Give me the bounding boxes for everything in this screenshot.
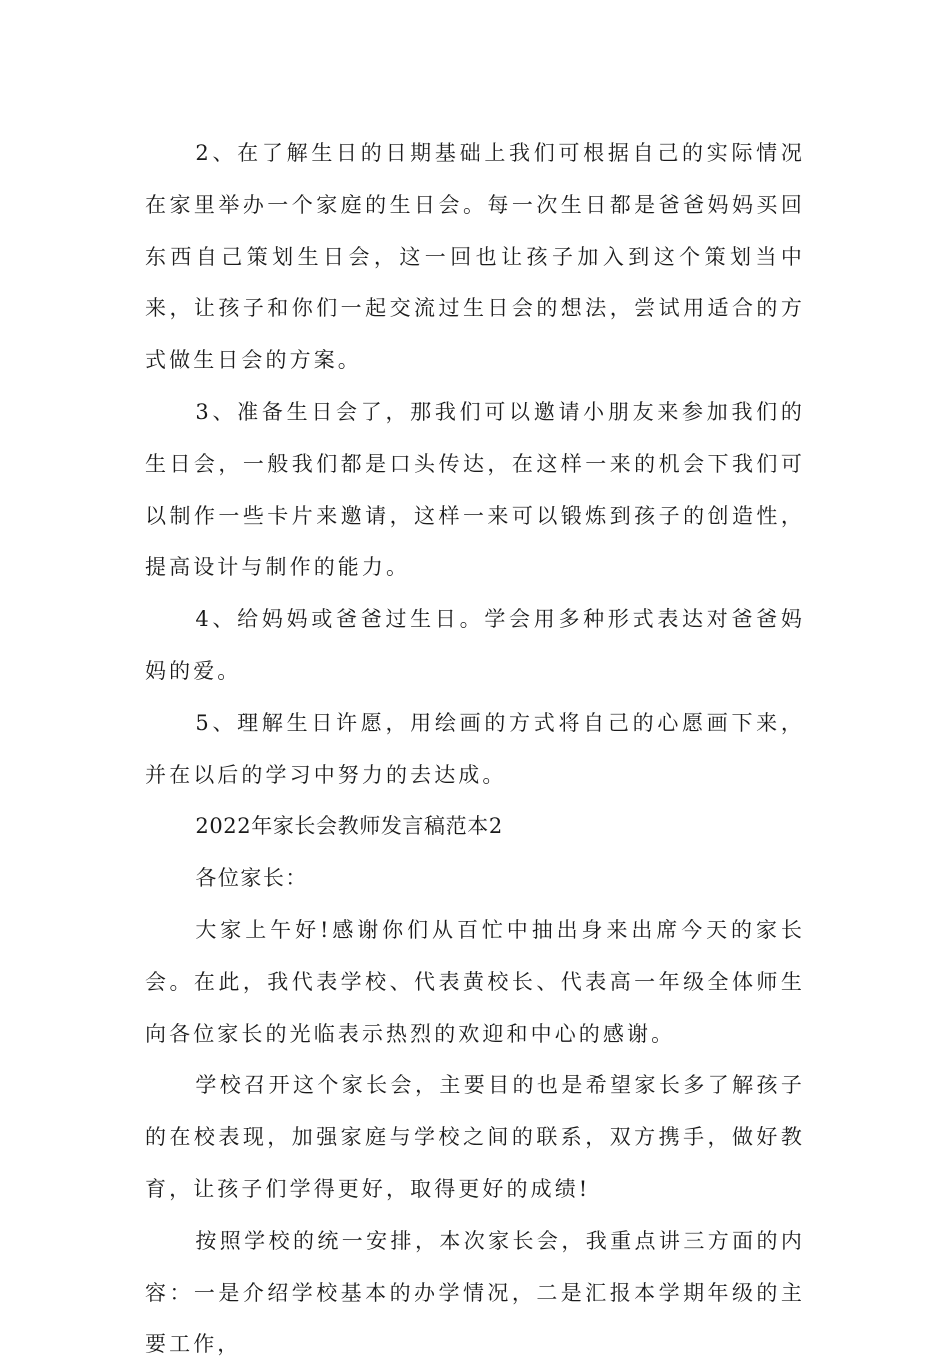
paragraph-birthday-party-planning: 2、在了解生日的日期基础上我们可根据自己的实际情况在家里举办一个家庭的生日会。每一次生日都是爸爸妈妈买回东西自己策划生日会，这一回也让孩子加入到这个策划当中来，让孩子和你们一起交流过生日会的想法，尝试用适合的方式做生日会的方案。 bbox=[145, 141, 805, 373]
greeting: 各位家长： bbox=[195, 866, 308, 891]
section-heading: 2022年家长会教师发言稿范本2 bbox=[195, 814, 503, 839]
paragraph-parents-birthday: 4、给妈妈或爸爸过生日。学会用多种形式表达对爸爸妈妈的爱。 bbox=[145, 607, 805, 683]
document-body bbox=[145, 128, 805, 1371]
paragraph-welcome: 大家上午好!感谢你们从百忙中抽出身来出席今天的家长会。在此，我代表学校、代表黄校长、代表高一年级全体师生向各位家长的光临表示热烈的欢迎和中心的感谢。 bbox=[145, 917, 805, 1046]
paragraph-invitation-cards: 3、准备生日会了，那我们可以邀请小朋友来参加我们的生日会，一般我们都是口头传达，在这样一来的机会下我们可以制作一些卡片来邀请，这样一来可以锻炼到孩子的创造性，提高设计与制作的能力。 bbox=[145, 399, 805, 580]
paragraph-birthday-wish: 5、理解生日许愿，用绘画的方式将自己的心愿画下来，并在以后的学习中努力的去达成。 bbox=[145, 710, 805, 787]
paragraph-meeting-purpose: 学校召开这个家长会，主要目的也是希望家长多了解孩子的在校表现，加强家庭与学校之间的联系，双方携手，做好教育，让孩子们学得更好，取得更好的成绩! bbox=[145, 1073, 805, 1201]
paragraph-agenda: 按照学校的统一安排，本次家长会，我重点讲三方面的内容：一是介绍学校基本的办学情况，二是汇报本学期年级的主要工作， bbox=[145, 1228, 805, 1357]
